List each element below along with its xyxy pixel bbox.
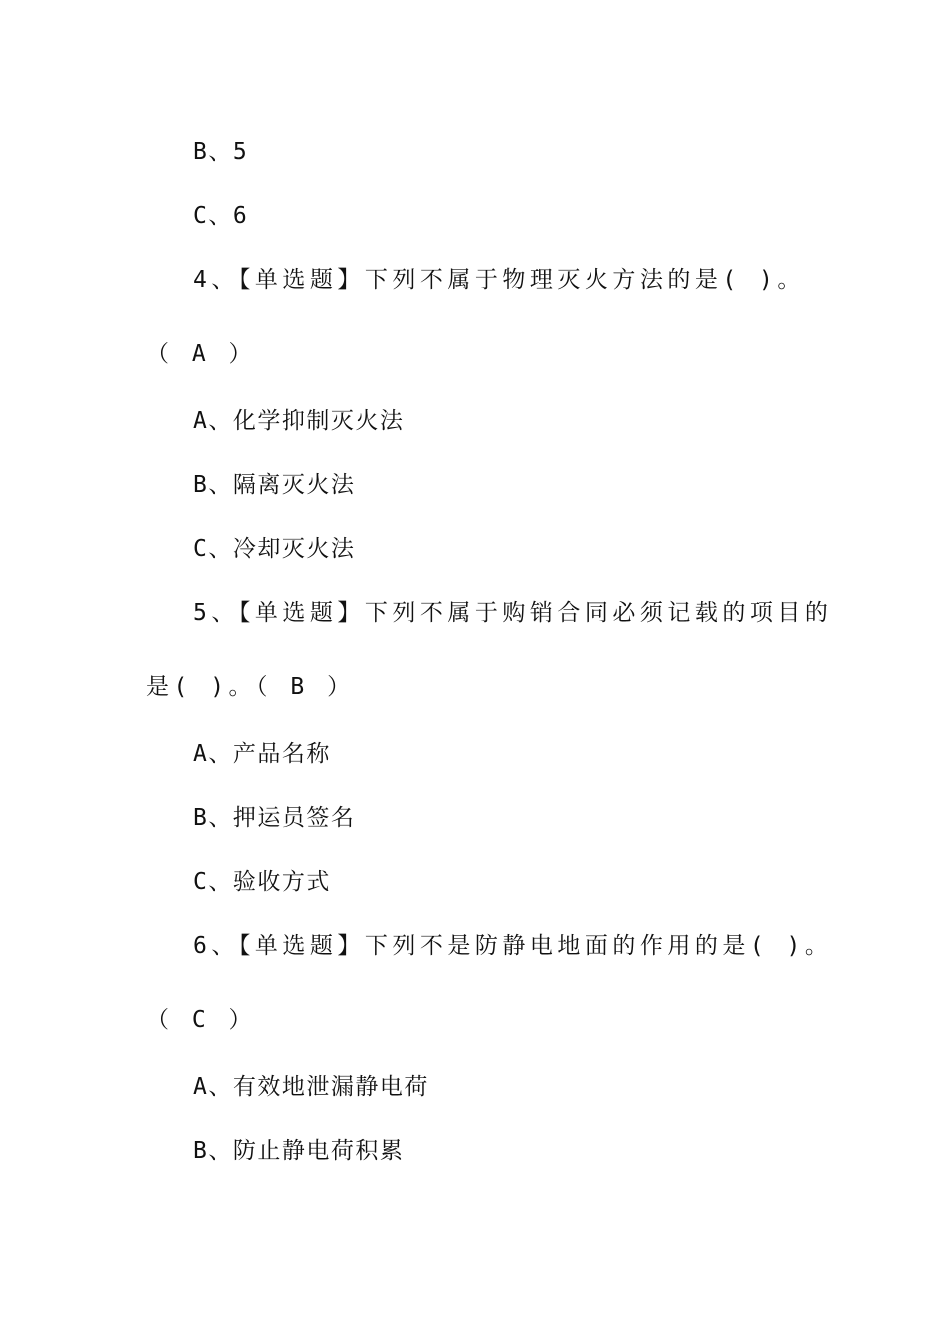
option-a-q6: A、有效地泄漏静电荷 — [193, 1074, 429, 1100]
option-b-q6: B、防止静电荷积累 — [193, 1138, 405, 1164]
question-4: 4、【单选题】下列不属于物理灭火方法的是( )。 — [193, 267, 805, 293]
answer-q6: （ C ） — [146, 1007, 257, 1033]
question-5-continued: 是( )。（ B ） — [146, 674, 355, 700]
option-c-q3: C、6 — [193, 203, 249, 229]
option-c-q4: C、冷却灭火法 — [193, 536, 356, 562]
question-5: 5、【单选题】下列不属于购销合同必须记载的项目的 — [193, 600, 833, 626]
option-b-q4: B、隔离灭火法 — [193, 472, 356, 498]
option-b-q5: B、押运员签名 — [193, 805, 356, 831]
option-c-q5: C、验收方式 — [193, 869, 331, 895]
answer-q4: （ A ） — [146, 341, 257, 367]
question-6: 6、【单选题】下列不是防静电地面的作用的是( )。 — [193, 933, 833, 959]
option-a-q5: A、产品名称 — [193, 741, 331, 767]
option-a-q4: A、化学抑制灭火法 — [193, 408, 405, 434]
option-b-q3: B、5 — [193, 139, 249, 165]
